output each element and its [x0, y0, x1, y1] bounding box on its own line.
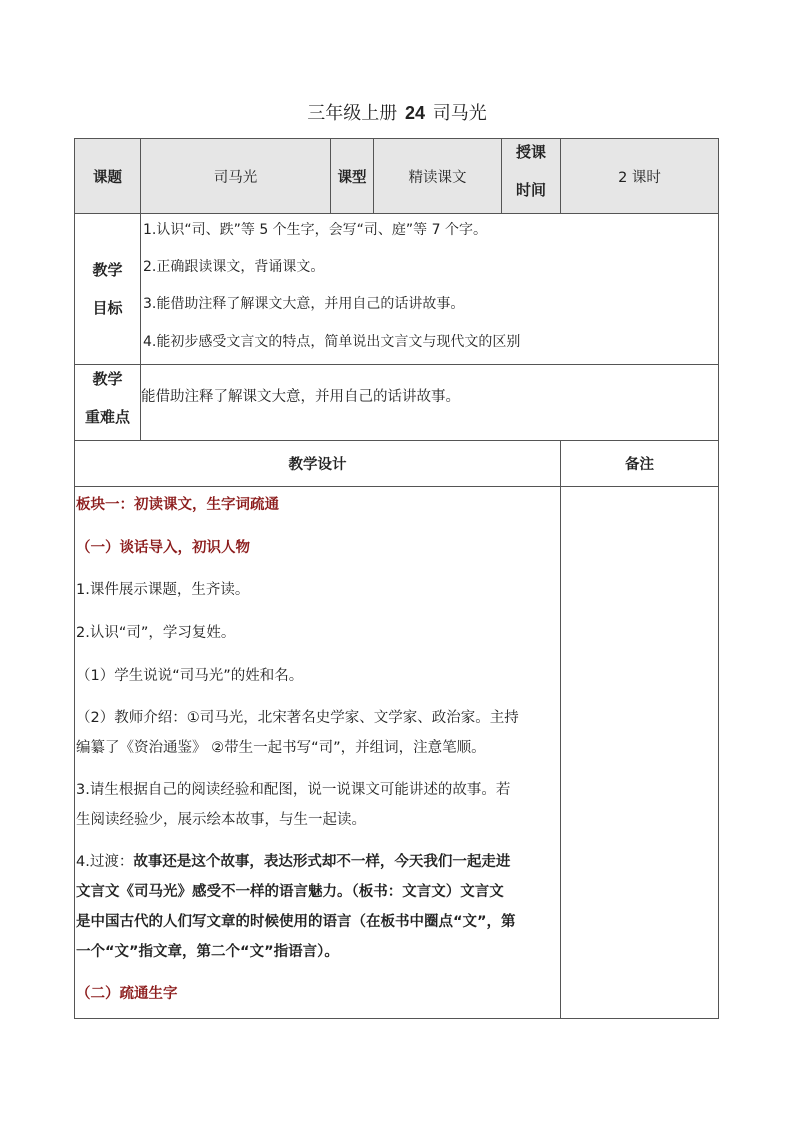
- design-paragraph: 编纂了《资治通鉴》 ②带生一起书写“司”，并组词，注意笔顺。: [76, 740, 486, 756]
- keypoints-content-cell: [140, 364, 719, 441]
- goals-label-cell: [74, 213, 141, 365]
- time-value: 2 课时: [618, 169, 661, 186]
- page-title: [0, 100, 794, 127]
- design-paragraph: 一个“文”指文章，第二个“文”指语言）。: [76, 944, 339, 960]
- goals-label-2: 目标: [92, 299, 123, 317]
- subsection-heading: （二）疏通生字: [76, 986, 178, 1002]
- design-paragraph: 是中国古代的人们写文章的时候使用的语言（在板书中圈点“文”，第: [76, 914, 516, 930]
- type-value-cell: [373, 138, 502, 214]
- keypoints-label-cell: [74, 364, 141, 441]
- design-paragraph: 生阅读经验少，展示绘本故事，与生一起读。: [76, 812, 366, 828]
- keypoints-label-1: 教学: [92, 370, 123, 388]
- design-paragraph: [76, 852, 558, 872]
- keypoints-text: 能借助注释了解课文大意，并用自己的话讲故事。: [141, 389, 460, 405]
- design-paragraph: 1.课件展示课题，生齐读。: [76, 582, 250, 598]
- subsection-heading: （一）谈话导入，初识人物: [76, 540, 250, 556]
- goals-content-cell: [140, 213, 719, 365]
- design-paragraph: 2.认识“司”，学习复姓。: [76, 625, 236, 641]
- notes-header: 备注: [625, 457, 654, 473]
- time-label-cell: [501, 138, 561, 214]
- time-label-1: 授课: [515, 143, 546, 161]
- design-paragraph: 文言文《司马光》感受不一样的语言魅力。（板书：文言文）文言文: [76, 884, 504, 900]
- title-grade: 三年级上册: [307, 103, 398, 124]
- design-header-cell: [74, 440, 561, 487]
- time-label-2: 时间: [515, 181, 546, 199]
- title-number: 24: [404, 103, 426, 123]
- design-content-cell: [74, 486, 561, 1019]
- design-header: 教学设计: [288, 457, 347, 473]
- type-label-cell: [330, 138, 374, 214]
- design-paragraph: （1）学生说说“司马光”的姓和名。: [76, 668, 304, 684]
- keypoints-label-2: 重难点: [84, 408, 130, 426]
- notes-content-cell: [560, 486, 719, 1019]
- topic-value-cell: [140, 138, 331, 214]
- goal-item: 4.能初步感受文言文的特点，简单说出文言文与现代文的区别: [143, 334, 521, 350]
- goal-item: 3.能借助注释了解课文大意，并用自己的话讲故事。: [143, 296, 465, 312]
- title-lesson: 司马光: [432, 103, 487, 124]
- section-heading: 板块一：初读课文，生字词疏通: [76, 497, 279, 513]
- lesson-plan-table: [75, 139, 719, 1020]
- type-label: 课型: [337, 169, 367, 186]
- design-paragraph: 3.请生根据自己的阅读经验和配图，说一说课文可能讲述的故事。若: [76, 782, 511, 798]
- transition-text: 故事还是这个故事，表达形式却不一样，今天我们一起走进: [133, 854, 511, 870]
- type-value: 精读课文: [408, 169, 467, 186]
- topic-label: 课题: [93, 169, 122, 186]
- goal-item: 2.正确跟读课文，背诵课文。: [143, 259, 325, 275]
- design-paragraph: （2）教师介绍：①司马光，北宋著名史学家、文学家、政治家。主持: [76, 710, 519, 726]
- topic-value: 司马光: [213, 169, 258, 186]
- time-value-cell: [560, 138, 719, 214]
- transition-prefix: 4.过渡：: [76, 854, 134, 870]
- goals-label-1: 教学: [92, 261, 123, 279]
- topic-label-cell: [74, 138, 141, 214]
- goal-item: 1.认识“司、跌”等 5 个生字，会写“司、庭”等 7 个字。: [143, 222, 487, 238]
- notes-header-cell: [560, 440, 719, 487]
